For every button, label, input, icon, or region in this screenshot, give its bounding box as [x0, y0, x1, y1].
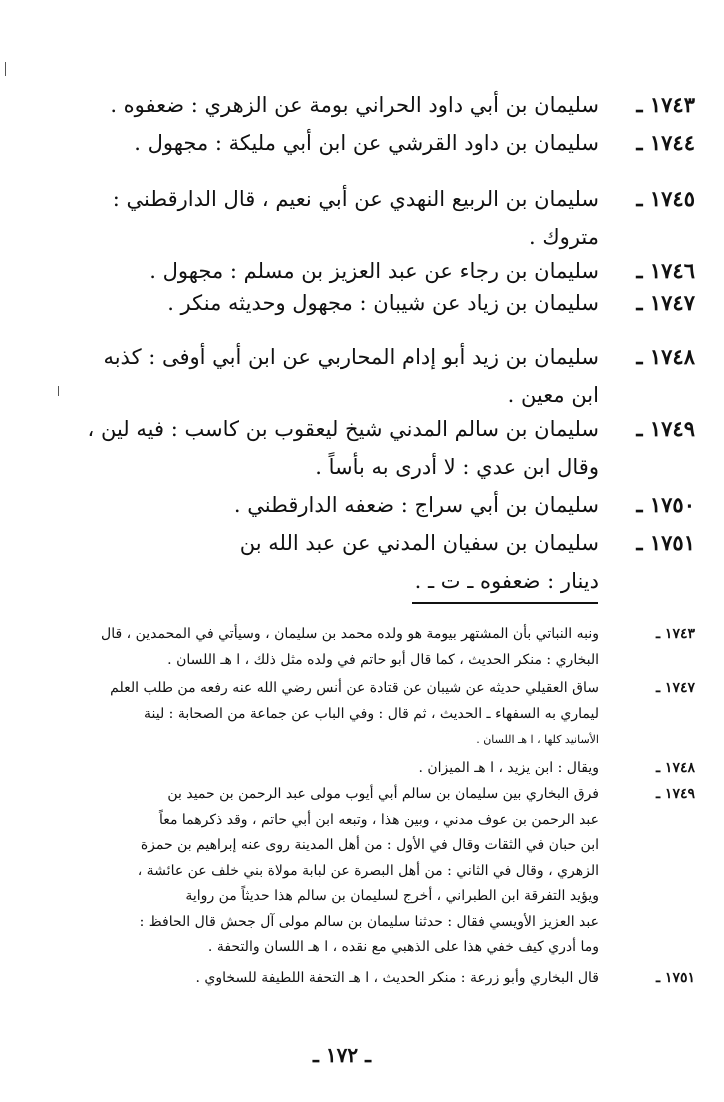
left-edge-mark: [5, 62, 6, 76]
note-number: ١٧٤٧ ـ: [655, 680, 695, 696]
note-text: الأسانيد كلها ، ا هـ اللسان .: [476, 733, 599, 746]
note-text: ليماري به السفهاء ـ الحديث ، ثم قال : وفي الباب عن جماعة من الصحابة : لينة: [144, 705, 599, 722]
note-text: ونبه النباتي بأن المشتهر بيومة هو ولده محمد بن سليمان ، وسيأتي في المحمدين ، قال: [101, 626, 599, 642]
entry-text: سليمان بن رجاء عن عبد العزيز بن مسلم : مجهول .: [149, 259, 599, 283]
entry-number: ١٧٤٤ ـ: [636, 130, 695, 155]
entry-number: ١٧٤٧ ـ: [636, 290, 695, 315]
entry-text-continued: ابن معين .: [507, 383, 599, 407]
note-text: قال البخاري وأبو زرعة : منكر الحديث ، ا هـ التحفة اللطيفة للسخاوي .: [195, 970, 599, 986]
entry-number: ١٧٤٩ ـ: [636, 416, 695, 441]
entry-number: ١٧٤٨ ـ: [636, 344, 695, 369]
page-number: ـ ١٧٢ ـ: [313, 1043, 371, 1067]
note-text: عبد العزيز الأويسي فقال : حدثنا سليمان بن سالم مولى آل جحش قال الحافظ :: [139, 913, 599, 930]
entry-text-continued: دينار : ضعفوه ـ ت ـ .: [414, 569, 599, 593]
entry-1749: [79, 410, 695, 486]
entry-1744: [79, 124, 695, 162]
entry-1745: [79, 180, 695, 256]
entry-text: سليمان بن زياد عن شيبان : مجهول وحديثه منكر .: [167, 291, 599, 315]
note-number: ١٧٤٣ ـ: [655, 626, 695, 642]
note-text: عبد الرحمن بن عوف مدني ، وبين هذا ، وتبعه ابن أبي حاتم ، وقد ذكرهما معاً: [158, 811, 599, 828]
footnote-separator: [412, 602, 598, 604]
note-text: الزهري ، وقال في الثاني : من أهل البصرة عن لبابة مولاة بني خلف عن عائشة ،: [137, 862, 599, 879]
note-number: ١٧٤٨ ـ: [655, 760, 695, 776]
note-1749: [99, 782, 695, 961]
note-1743: [99, 622, 695, 673]
note-1751: [99, 966, 695, 992]
entry-text-continued: وقال ابن عدي : لا أدرى به بأساً .: [315, 455, 599, 479]
entry-text: سليمان بن الربيع النهدي عن أبي نعيم ، قال الدارقطني :: [112, 187, 599, 211]
note-text: وما أدري كيف خفي هذا على الذهبي مع نقده ، ا هـ اللسان والتحفة .: [207, 939, 599, 955]
entry-text: سليمان بن سالم المدني شيخ ليعقوب بن كاسب : فيه لين ،: [87, 417, 599, 441]
note-text: ابن حبان في الثقات وقال في الأول : من أهل المدينة روى عنه إبراهيم بن حمزة: [140, 837, 599, 853]
entry-number: ١٧٤٣ ـ: [636, 92, 695, 117]
note-text: ساق العقيلي حديثه عن شيبان عن قتادة عن أنس رضي الله عنه رفعه من طلب العلم: [110, 680, 599, 696]
entry-number: ١٧٥٠ ـ: [636, 492, 695, 517]
entry-text-continued: متروك .: [529, 225, 599, 249]
entry-number: ١٧٤٥ ـ: [636, 186, 695, 211]
entry-1747: [79, 284, 695, 322]
entry-text: سليمان بن زيد أبو إدام المحاربي عن ابن أبي أوفى : كذبه: [103, 345, 599, 369]
note-text: فرق البخاري بين سليمان بن سالم أبي أيوب مولى عبد الرحمن بن حميد بن: [167, 786, 599, 802]
entry-text: سليمان بن سفيان المدني عن عبد الله بن: [239, 531, 599, 555]
entry-text: سليمان بن أبي داود الحراني بومة عن الزهري : ضعفوه .: [110, 93, 599, 117]
note-number: ١٧٥١ ـ: [655, 970, 695, 986]
entry-number: ١٧٤٦ ـ: [636, 258, 695, 283]
entry-number: ١٧٥١ ـ: [636, 530, 695, 555]
entry-1751: [79, 524, 695, 600]
note-text: البخاري : منكر الحديث ، كما قال أبو حاتم في ولده مثل ذلك ، ا هـ اللسان .: [167, 651, 599, 668]
entry-1743: [79, 86, 695, 124]
left-edge-mark: [58, 386, 59, 396]
entry-1750: [79, 486, 695, 524]
entry-text: سليمان بن داود القرشي عن ابن أبي مليكة : مجهول .: [134, 131, 599, 155]
note-text: ويؤيد التفرقة ابن الطبراني ، أخرج لسليمان بن سالم هذا حديثاً من رواية: [185, 888, 599, 904]
entry-1748: [79, 338, 695, 414]
note-1748: [99, 756, 695, 782]
note-1747: [99, 676, 695, 753]
note-number: ١٧٤٩ ـ: [655, 786, 695, 802]
entry-text: سليمان بن أبي سراج : ضعفه الدارقطني .: [233, 493, 599, 517]
note-text: ويقال : ابن يزيد ، ا هـ الميزان .: [418, 760, 599, 776]
